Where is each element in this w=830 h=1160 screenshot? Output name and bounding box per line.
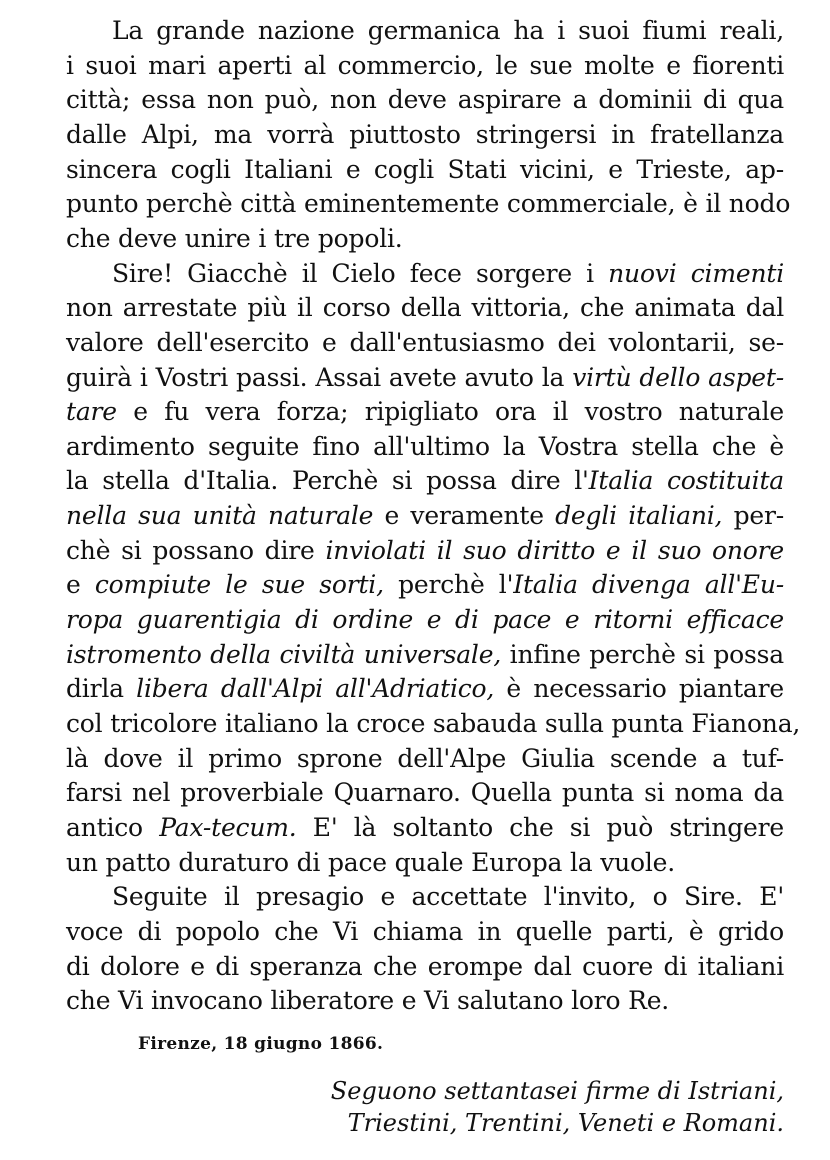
italic-phrase: inviolati il suo diritto e il suo onore bbox=[325, 535, 784, 565]
text-line bbox=[66, 361, 784, 395]
text-line bbox=[66, 846, 784, 880]
italic-phrase: Italia divenga all'Eu- bbox=[513, 570, 784, 600]
text-line bbox=[66, 811, 784, 845]
text-line bbox=[66, 707, 801, 741]
italic-phrase: libera dall'Alpi all'Adriatico, bbox=[136, 674, 495, 704]
italic-phrase: istromento della civiltà universale, bbox=[66, 639, 502, 669]
text-run: punto perchè città eminentemente commerciale, è il nodo bbox=[66, 189, 791, 219]
text-line bbox=[66, 187, 791, 221]
text-line bbox=[66, 118, 784, 152]
text-run: voce di popolo che Vi chiama in quelle parti, è grido bbox=[66, 916, 784, 946]
text-run: Sire! Giacchè il Cielo fece sorgere i bbox=[112, 258, 609, 288]
text-run: dirla bbox=[66, 674, 137, 704]
italic-phrase: degli italiani, bbox=[555, 501, 723, 531]
text-run: che deve unire i tre popoli. bbox=[66, 223, 403, 253]
text-line bbox=[66, 395, 784, 429]
text-line bbox=[66, 464, 784, 498]
text-run: col tricolore italiano la croce sabauda sulla punta Fianona, bbox=[66, 709, 801, 738]
text-line bbox=[66, 291, 784, 325]
text-run: valore dell'esercito e dall'entusiasmo dei volontarii, se- bbox=[66, 327, 784, 357]
text-run: La grande nazione germanica ha i suoi fiumi reali, bbox=[112, 16, 784, 45]
text-run: e veramente bbox=[373, 501, 556, 531]
text-line bbox=[112, 257, 784, 291]
text-run: la stella d'Italia. Perchè si possa dire l' bbox=[66, 466, 589, 496]
text-line bbox=[66, 568, 784, 602]
text-run: antico bbox=[66, 812, 160, 842]
text-run: per- bbox=[722, 501, 784, 531]
text-run: E' là soltanto che si può stringere bbox=[296, 812, 784, 842]
text-line bbox=[66, 49, 784, 83]
text-run: farsi nel proverbiale Quarnaro. Quella punta si noma da bbox=[66, 778, 784, 808]
text-line bbox=[66, 915, 784, 949]
text-line bbox=[66, 672, 784, 706]
italic-phrase: Pax-tecum. bbox=[159, 812, 297, 842]
text-run: di dolore e di speranza che erompe dal cuore di italiani bbox=[66, 951, 784, 981]
text-run: là dove il primo sprone dell'Alpe Giulia scende a tuf- bbox=[66, 743, 784, 773]
text-run: e bbox=[66, 570, 95, 600]
text-line bbox=[66, 950, 784, 984]
text-run: Seguite il presagio e accettate l'invito, o Sire. E' bbox=[112, 882, 784, 912]
text-run: i suoi mari aperti al commercio, le sue molte e fiorenti bbox=[66, 50, 784, 80]
date-line: Firenze, 18 giugno 1866. bbox=[138, 1034, 384, 1054]
text-run: è necessario piantare bbox=[494, 674, 784, 704]
text-run: non arrestate più il corso della vittoria, che animata dal bbox=[66, 293, 784, 323]
text-run: guirà i Vostri passi. Assai avete avuto la bbox=[66, 362, 573, 392]
italic-phrase: tare bbox=[66, 397, 117, 427]
italic-phrase: compiute le sue sorti, bbox=[94, 570, 384, 600]
italic-phrase: ropa guarentigia di ordine e di pace e ritorni efficace bbox=[66, 605, 784, 635]
text-line bbox=[66, 603, 784, 637]
text-run: chè si possano dire bbox=[66, 535, 326, 565]
text-line bbox=[66, 83, 784, 117]
text-line bbox=[66, 499, 784, 533]
text-run: un patto duraturo di pace quale Europa la vuole. bbox=[66, 847, 676, 877]
italic-phrase: nuovi cimenti bbox=[608, 258, 784, 288]
text-run: dalle Alpi, ma vorrà piuttosto stringersi in fratellanza bbox=[66, 119, 784, 149]
signature-line: Seguono settantasei firme di Istriani, bbox=[330, 1077, 784, 1105]
text-line bbox=[66, 326, 784, 360]
text-run: perchè l' bbox=[383, 570, 514, 600]
text-line bbox=[112, 880, 784, 914]
text-line bbox=[66, 638, 784, 672]
text-line bbox=[66, 153, 784, 187]
text-line bbox=[66, 776, 784, 810]
text-line bbox=[66, 430, 784, 464]
text-run: città; essa non può, non deve aspirare a dominii di qua bbox=[66, 85, 784, 115]
text-run: e fu vera forza; ripigliato ora il vostro naturale bbox=[116, 397, 784, 427]
italic-phrase: nella sua unità naturale bbox=[66, 501, 374, 531]
text-run: infine perchè si possa bbox=[501, 639, 784, 669]
signature-line: Triestini, Trentini, Veneti e Romani. bbox=[347, 1109, 784, 1137]
text-line bbox=[66, 534, 784, 568]
text-line bbox=[66, 984, 784, 1018]
text-run: sincera cogli Italiani e cogli Stati vicini, e Trieste, ap- bbox=[66, 154, 784, 184]
text-line bbox=[66, 222, 784, 256]
italic-phrase: virtù dello aspet- bbox=[572, 362, 784, 392]
italic-phrase: Italia costituita bbox=[588, 466, 784, 496]
text-line bbox=[112, 14, 784, 48]
text-run: ardimento seguite fino all'ultimo la Vostra stella che è bbox=[66, 431, 784, 461]
text-run: che Vi invocano liberatore e Vi salutano loro Re. bbox=[66, 986, 670, 1016]
text-line bbox=[66, 742, 784, 776]
